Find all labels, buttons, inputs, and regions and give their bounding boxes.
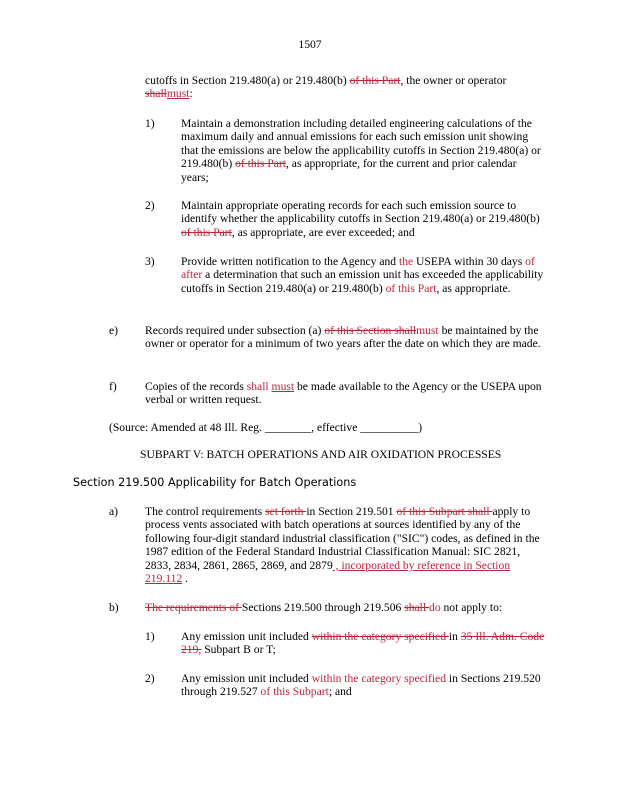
inserted-text: of after — [181, 255, 535, 282]
text: , as appropriate. — [436, 281, 511, 295]
deleted-text: of this Subpart shall — [396, 505, 493, 518]
text: in — [448, 630, 461, 643]
subpart-heading: SUBPART V: BATCH OPERATIONS AND AIR OXIDATION PROCESSES — [140, 448, 502, 461]
list-item — [181, 630, 547, 657]
text: in Sections 219.520 through 219.527 — [181, 672, 541, 699]
deleted-text: The requirements of — [145, 601, 242, 614]
text: Sections 219.500 through 219.506 — [241, 601, 405, 614]
section-heading: Section 219.500 Applicability for Batch Operations — [73, 476, 357, 489]
list-item — [181, 672, 547, 699]
text: be maintained by the owner or operator for a minimum of two years after the date on which they are made. — [145, 324, 541, 351]
text: , as appropriate, for the current and prior calendar years; — [181, 157, 517, 184]
text: Maintain appropriate operating records for each such emission source to identify whether the applicability cutoffs in Section 219.480(a) or 219.480(b) — [181, 199, 540, 226]
text: , as appropriate, are ever exceeded; and — [231, 225, 415, 239]
text: USEPA within 30 days — [413, 255, 526, 268]
deleted-text: shall — [404, 601, 430, 614]
inserted-text: must — [271, 380, 295, 393]
deleted-text: within the category specified — [311, 630, 449, 643]
list-item-number: 1) — [145, 117, 155, 130]
text: Maintain a demonstration including detailed engineering calculations of the maximum daily and annual emissions for each such emission unit showing that the emissions are below the applicability cutoffs in Section 219.480(a) or 219.480(b) — [181, 117, 541, 171]
text: Subpart B or T; — [201, 643, 276, 657]
inserted-text: do — [429, 601, 441, 614]
paragraph-label: f) — [109, 380, 117, 393]
inserted-text: the — [398, 255, 414, 268]
deleted-text: of this Part — [181, 225, 232, 239]
paragraph-label: a) — [109, 505, 119, 518]
inserted-text: must — [416, 324, 439, 337]
deleted-text: of this Section shall — [324, 324, 417, 337]
text: Any emission unit included — [181, 630, 312, 643]
deleted-text: set forth — [265, 505, 307, 518]
text: , the owner or operator — [400, 74, 507, 87]
text: in Section 219.501 — [306, 505, 397, 518]
list-item — [181, 117, 547, 184]
paragraph-a — [145, 505, 549, 585]
text: Provide written notification to the Agency and — [181, 255, 399, 268]
text: . — [182, 572, 189, 586]
text: : — [189, 87, 193, 101]
deleted-text: of this Part — [349, 74, 401, 87]
text: The control requirements — [145, 505, 266, 518]
page-number: 1507 — [298, 38, 322, 51]
text: Records required under subsection (a) — [145, 324, 325, 337]
list-item — [181, 199, 547, 239]
list-item-number: 2) — [145, 199, 155, 212]
text: apply to process vents associated with batch operations at sources identified by any of the following four-digit standard industrial classification ("SIC") codes, as defined in the 1987 edition of the Federal Standard Industrial Classification Manual: SIC 2821, 2833, 2834, 2861, 2865, 2869, and 2879 — [145, 505, 540, 572]
text: Any emission unit included — [181, 672, 312, 685]
text: ; and — [328, 685, 352, 699]
list-item — [181, 255, 547, 295]
text: not apply to: — [440, 601, 503, 614]
inserted-text: of this Subpart — [260, 685, 329, 699]
text: cutoffs in Section 219.480(a) or 219.480(b) — [145, 74, 350, 87]
list-item-number: 2) — [145, 672, 155, 685]
continuation-paragraph — [145, 74, 545, 101]
paragraph-label: e) — [109, 324, 119, 337]
deleted-text: 35 Ill. Adm. Code 219, — [181, 630, 545, 657]
inserted-text: , incorporated by reference in Section 219.112 — [145, 558, 511, 586]
source-note: (Source: Amended at 48 Ill. Reg. ________, effective __________) — [109, 421, 423, 434]
paragraph-f — [145, 380, 547, 407]
list-item-number: 1) — [145, 630, 155, 643]
inserted-text: shall — [246, 380, 272, 393]
inserted-text: within the category specified — [311, 672, 446, 685]
deleted-text: shall — [145, 87, 167, 101]
text: a determination that such an emission unit has exceeded the applicability cutoffs in Section 219.480(a) or 219.480(b) — [181, 268, 544, 295]
paragraph-b — [145, 601, 549, 614]
paragraph-label: b) — [109, 601, 119, 614]
paragraph-e — [145, 324, 547, 351]
inserted-text: of this Part — [385, 281, 437, 295]
list-item-number: 3) — [145, 255, 155, 268]
text: be made available to the Agency or the USEPA upon verbal or written request. — [145, 380, 542, 407]
inserted-text: must — [166, 87, 190, 101]
deleted-text: of this Part — [235, 157, 286, 171]
text: Copies of the records — [145, 380, 247, 393]
